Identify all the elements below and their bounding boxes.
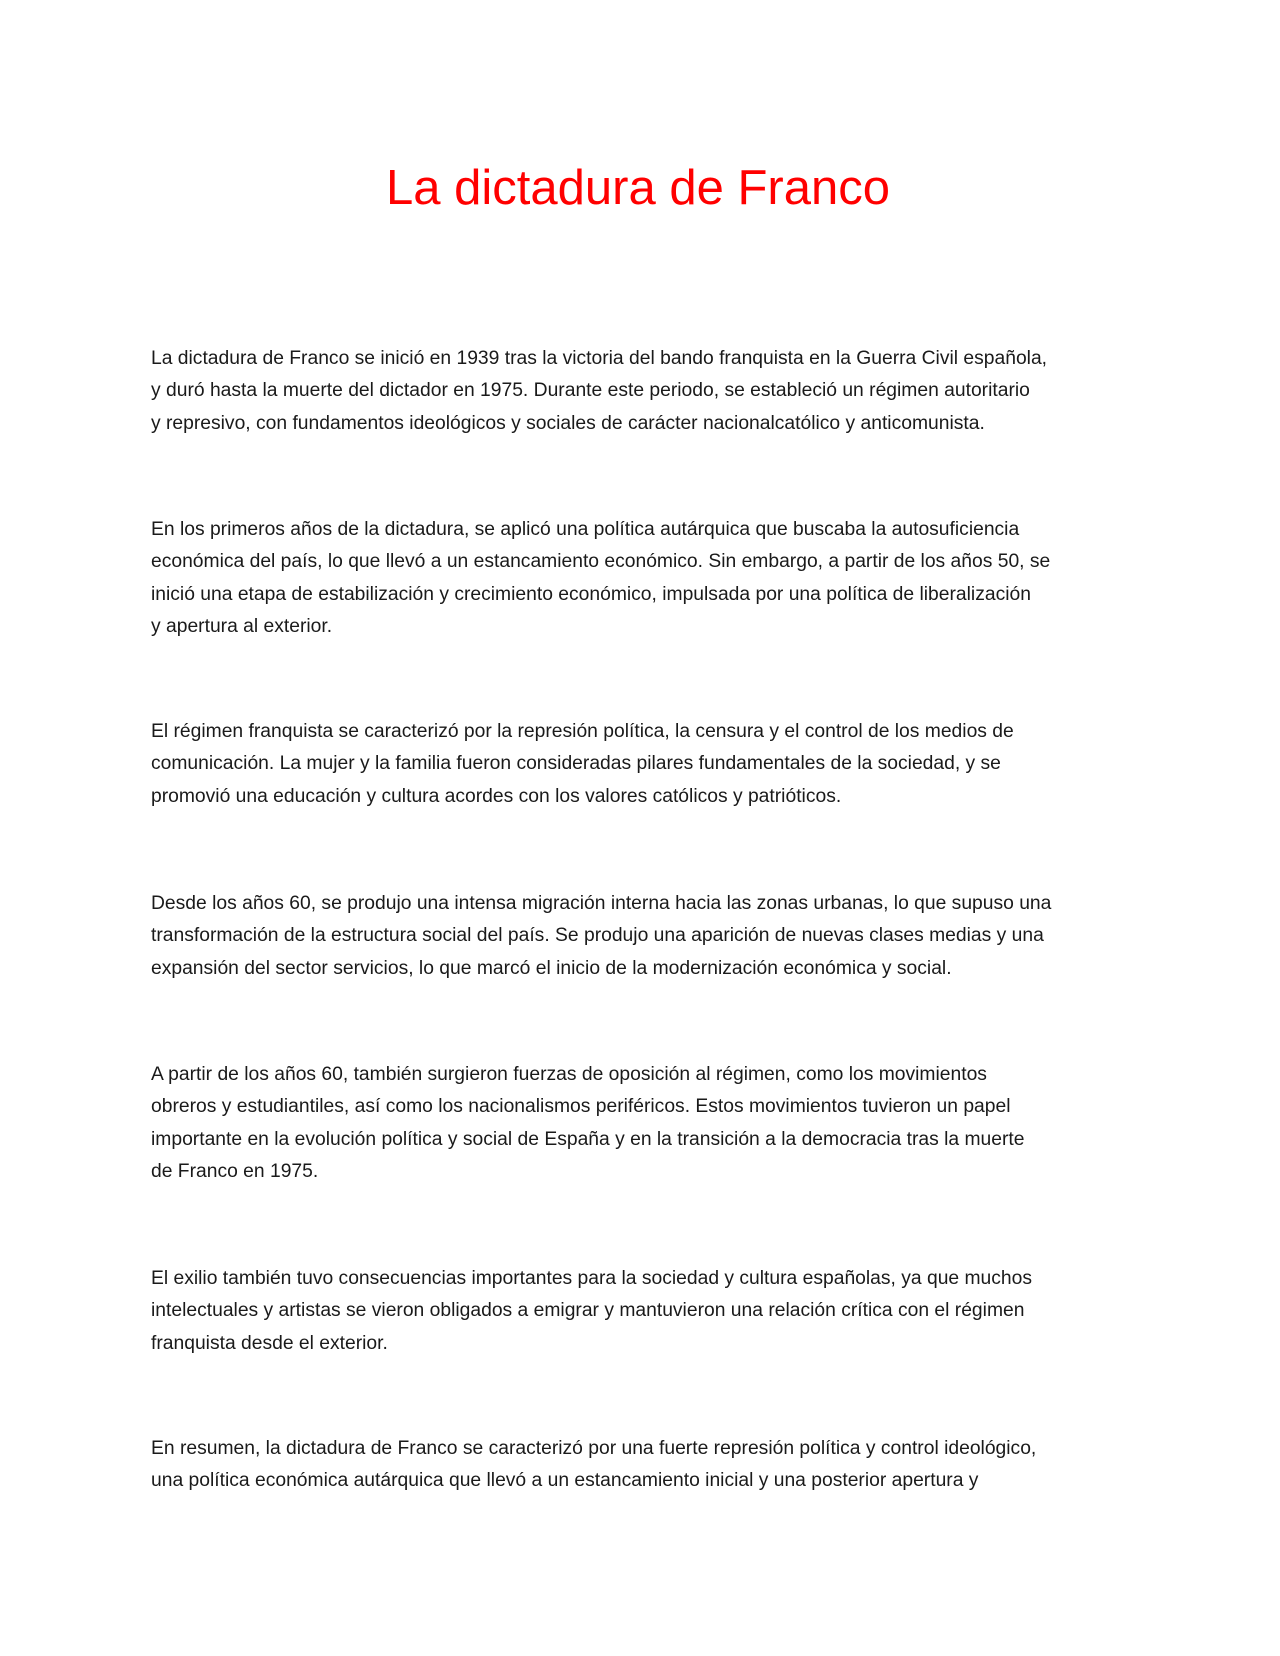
text-line: de Franco en 1975. — [151, 1161, 319, 1183]
text-line: importante en la evolución política y social de España y en la transición a la democracia tras la muerte — [151, 1128, 1025, 1150]
paragraph-1 — [151, 343, 1047, 440]
paragraph-4 — [151, 888, 1051, 985]
text-line: intelectuales y artistas se vieron obligados a emigrar y mantuvieron una relación crítica con el régimen — [151, 1300, 1025, 1322]
text-line: y apertura al exterior. — [151, 616, 333, 638]
document-title: La dictadura de Franco — [386, 161, 890, 215]
text-line: y duró hasta la muerte del dictador en 1975. Durante este periodo, se estableció un régimen autoritario — [151, 380, 1030, 402]
text-line: transformación de la estructura social del país. Se produjo una aparición de nuevas clases medias y una — [151, 925, 1044, 947]
text-line: inició una etapa de estabilización y crecimiento económico, impulsada por una política de liberalización — [151, 583, 1031, 605]
text-line: y represivo, con fundamentos ideológicos y sociales de carácter nacionalcatólico y anticomunista. — [151, 412, 985, 434]
text-line: económica del país, lo que llevó a un estancamiento económico. Sin embargo, a partir de los años 50, se — [151, 551, 1051, 573]
text-line: comunicación. La mujer y la familia fueron consideradas pilares fundamentales de la sociedad, y se — [151, 753, 1001, 775]
paragraph-5 — [151, 1059, 1024, 1189]
paragraph-3 — [151, 716, 1014, 813]
text-line: obreros y estudiantiles, así como los nacionalismos periféricos. Estos movimientos tuvieron un papel — [151, 1096, 1011, 1118]
text-line: El régimen franquista se caracterizó por la represión política, la censura y el control de los medios de — [151, 721, 1014, 742]
text-line: promovió una educación y cultura acordes con los valores católicos y patrióticos. — [151, 785, 842, 807]
text-line: expansión del sector servicios, lo que marcó el inicio de la modernización económica y social. — [151, 957, 952, 979]
text-line: Desde los años 60, se produjo una intensa migración interna hacia las zonas urbanas, lo que supuso una — [151, 893, 1052, 914]
text-line: La dictadura de Franco se inició en 1939 tras la victoria del bando franquista en la Guerra Civil española, — [151, 348, 1048, 369]
text-line: El exilio también tuvo consecuencias importantes para la sociedad y cultura españolas, ya que muchos — [151, 1268, 1033, 1289]
text-line: una política económica autárquica que llevó a un estancamiento inicial y una posterior apertura y — [151, 1470, 979, 1492]
paragraph-2 — [151, 514, 1050, 644]
paragraph-7 — [151, 1433, 1036, 1498]
text-line: franquista desde el exterior. — [151, 1332, 388, 1354]
text-line: En resumen, la dictadura de Franco se caracterizó por una fuerte represión política y control ideológico, — [151, 1438, 1037, 1459]
text-line: En los primeros años de la dictadura, se aplicó una política autárquica que buscaba la autosuficiencia — [151, 519, 1020, 540]
text-line: A partir de los años 60, también surgieron fuerzas de oposición al régimen, como los movimientos — [151, 1064, 987, 1085]
paragraph-6 — [151, 1263, 1032, 1360]
